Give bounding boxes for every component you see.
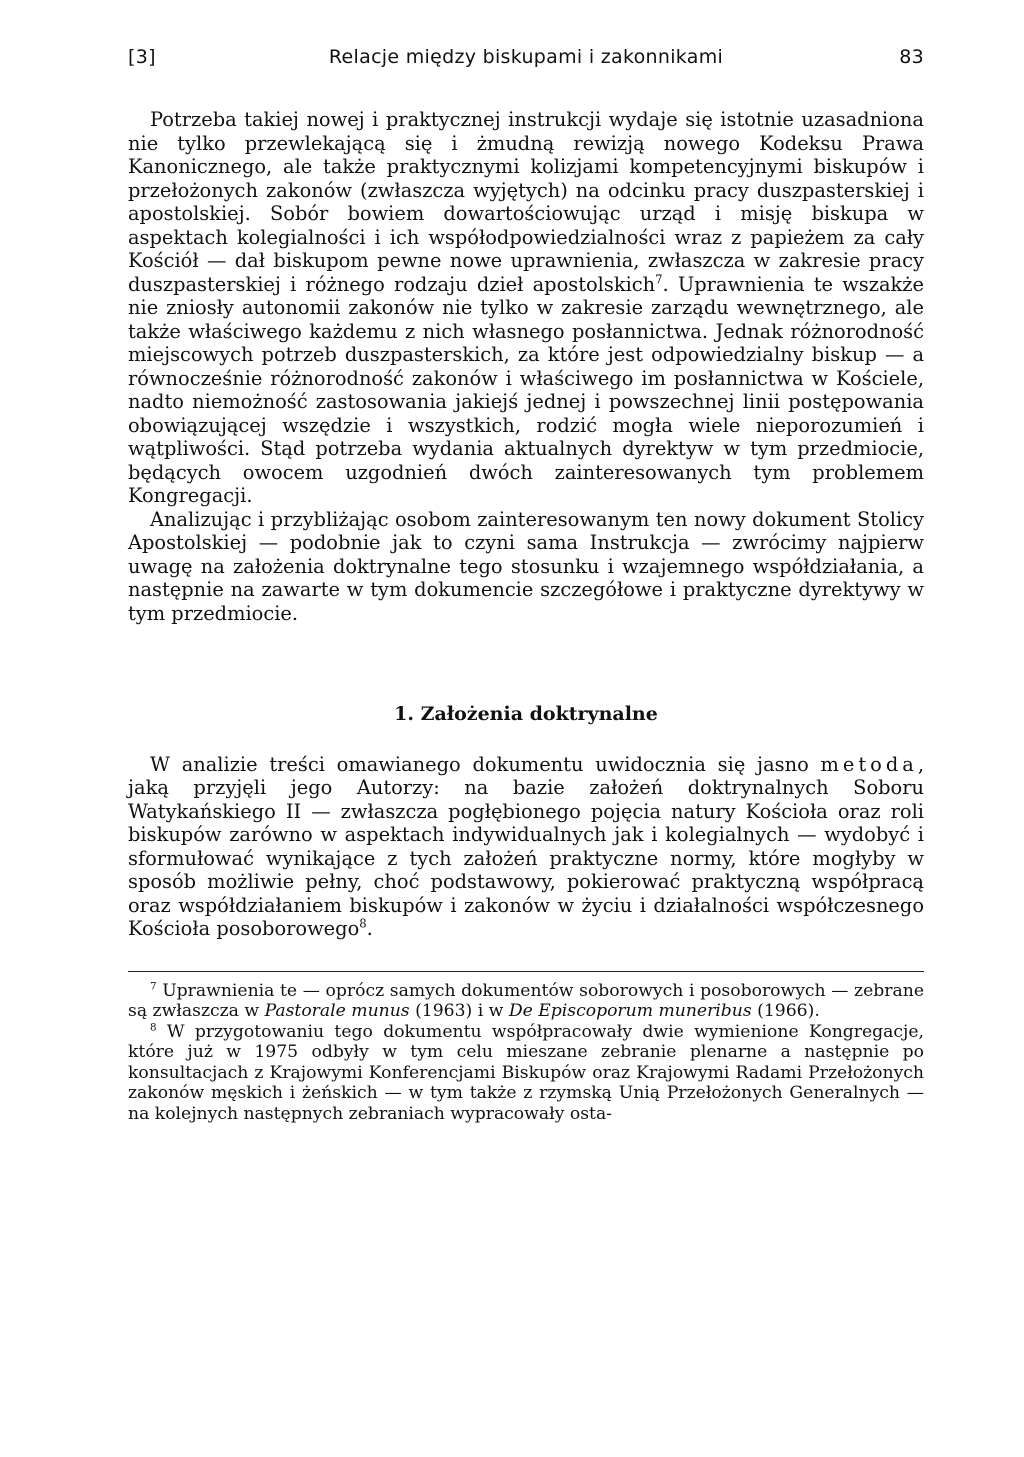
paragraph-3	[128, 753, 924, 941]
footnote-7-text-c: (1966).	[751, 1001, 820, 1022]
paragraph-1	[128, 108, 924, 508]
chapter-marker: [3]	[128, 46, 156, 68]
footnote-mark-8: 8	[150, 1020, 157, 1033]
footnote-7	[128, 981, 924, 1022]
footnote-7-title-1: Pastorale munus	[264, 1001, 410, 1022]
paragraph-3-text-c: .	[366, 917, 373, 940]
paragraph-3-text-b: , jaką przyjęli jego Autorzy: na bazie założeń doktrynalnych Soboru Watykańskiego II — zwłaszcza pogłębionego pojęcia natury Kościoła oraz roli biskupów zarówno w aspektach indywidualnych jak i kolegialnych — wydobyć i sformułować wynikające z tych założeń praktyczne normy, które mogłyby w sposób możliwie pełny, choć podstawowy, pokierować praktyczną współpracą oraz współdziałaniem biskupów i zakonów w życiu i działalności współczesnego Kościoła posoborowego	[128, 752, 924, 940]
spaced-word: metoda	[820, 752, 918, 776]
footnote-ref-8: 8	[359, 916, 367, 931]
footnote-8-text: W przygotowaniu tego dokumentu współpracowały dwie wymienione Kongregacje, które już w 1975 odbyły w tym celu mieszane zebranie plenarne a następnie po konsultacjach z Krajowymi Konferencjami Biskupów oraz Krajowymi Radami Przełożonych zakonów męskich i żeńskich — w tym także z rzymską Unią Przełożonych Generalnych — na kolejnych następnych zebraniach wypracowały osta-	[128, 1021, 924, 1125]
footnote-mark-7: 7	[150, 979, 157, 992]
footnotes	[128, 971, 924, 1125]
footnote-7-text-a: Uprawnienia te — oprócz samych dokumentów soborowych i posoborowych — zebrane są zwłaszcza w	[128, 980, 924, 1022]
paragraph-3-text-a: W analizie treści omawianego dokumentu uwidocznia się jasno	[150, 752, 821, 776]
footnote-8	[128, 1022, 924, 1125]
paragraph-2: Analizując i przybliżając osobom zainteresowanym ten nowy dokument Stolicy Apostolskiej — podobnie jak to czyni sama Instrukcja — zwrócimy najpierw uwagę na założenia doktrynalne tego stosunku i wzajemnego współdziałania, a następnie na zawarte w tym dokumencie szczegółowe i praktyczne dyrektywy w tym przedmiocie.	[128, 507, 924, 625]
footnote-ref-7: 7	[655, 272, 663, 287]
section-heading: 1. Założenia doktrynalne	[394, 703, 658, 725]
running-head	[128, 40, 924, 84]
footnote-7-title-2: De Episcoporum muneribus	[508, 1001, 752, 1022]
paragraph-1-text-a: Potrzeba takiej nowej i praktycznej instrukcji wydaje się istotnie uzasadniona nie tylko przewlekającą się i żmudną rewizją nowego Kodeksu Prawa Kanonicznego, ale także praktycznymi kolizjami kompetencyjnymi biskupów i przełożonych zakonów (zwłaszcza wyjętych) na odcinku pracy duszpasterskiej i apostolskiej. Sobór bowiem dowartościowując urząd i misję biskupa w aspektach kolegialności i ich współodpowiedzialności wraz z papieżem za cały Kościół — dał biskupom pewne nowe uprawnienia, zwłaszcza w zakresie pracy duszpasterskiej i różnego rodzaju dzieł apostolskich	[128, 108, 924, 296]
book-page	[128, 40, 924, 1125]
paragraph-1-text-b: . Uprawnienia te wszakże nie zniosły autonomii zakonów nie tylko w zakresie zarządu wewnętrznego, ale także właściwego każdemu z nich własnego posłannictwa. Jednak różnorodność miejscowych potrzeb duszpasterskich, za które jest odpowiedzialny biskup — a równocześnie różnorodność zakonów i właściwego im posłannictwa w Kościele, nadto niemożność zastosowania jakiejś jednej i powszechnej linii postępowania obowiązującej wszędzie i wszystkich, rodzić mogła wiele nieporozumień i wątpliwości. Stąd potrzeba wydania aktualnych dyrektyw w tym przedmiocie, będących owocem uzgodnień dwóch zainteresowanych tym problemem Kongregacji.	[128, 272, 924, 507]
page-number: 83	[899, 46, 924, 68]
running-title: Relacje między biskupami i zakonnikami	[328, 46, 724, 68]
body-text	[128, 108, 924, 941]
footnote-7-text-b: (1963) i w	[409, 1001, 509, 1022]
